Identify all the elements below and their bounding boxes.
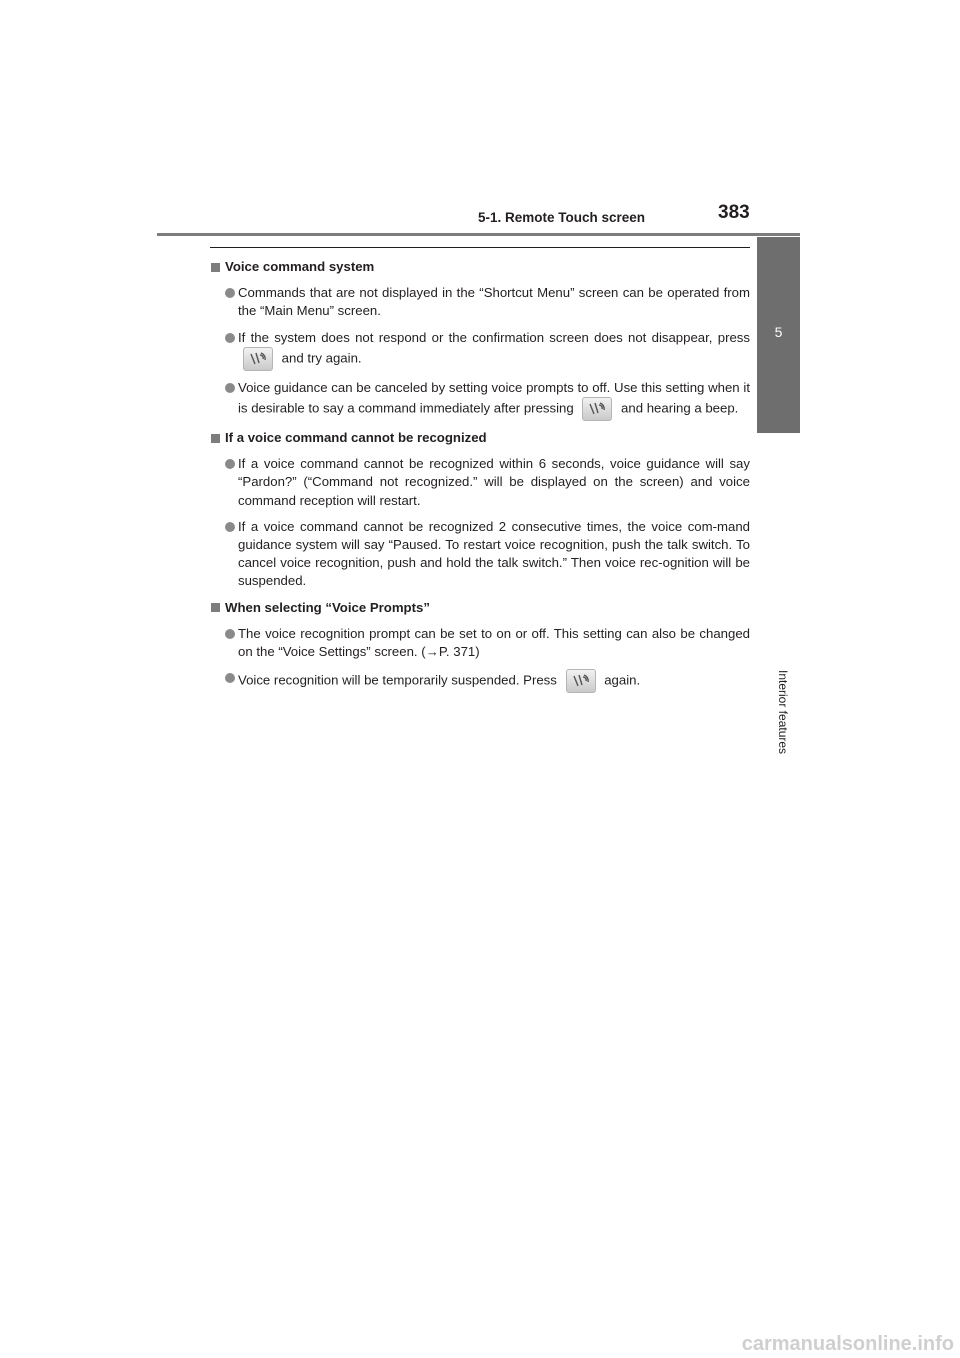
section-voice-not-recognized	[210, 429, 750, 591]
section-heading	[210, 429, 750, 447]
bullet-text: Commands that are not displayed in the “Shortcut Menu” screen can be operated from the “Main Menu” screen.	[238, 285, 750, 319]
round-bullet-icon	[225, 459, 235, 469]
list-item	[210, 518, 750, 591]
bullet-text: and hearing a beep.	[617, 400, 739, 416]
bullet-text: Voice guidance can be canceled by setting voice prompts to off. Use this setting when it is desirable to say a command immediately after pressing	[238, 379, 750, 416]
bullet-text: If a voice command cannot be recognized 2 consecutive times, the voice com-mand guidance system will say “Paused. To restart voice recognition, push the talk switch. To cancel voice recognition, push and hold the talk switch.” Then voice rec-ognition will be suspended.	[238, 518, 750, 589]
square-bullet-icon	[211, 263, 220, 272]
bullet-text: Voice recognition will be temporarily suspended. Press	[238, 672, 561, 688]
section-heading	[210, 258, 750, 276]
section-heading	[210, 599, 750, 617]
list-item	[210, 625, 750, 661]
list-item	[210, 455, 750, 510]
section-voice-command-system	[210, 258, 750, 421]
header-section-title: 5-1. Remote Touch screen	[478, 210, 646, 225]
footer	[0, 1325, 960, 1358]
round-bullet-icon	[225, 629, 235, 639]
heading-text: Voice command system	[225, 259, 375, 274]
bullet-text: again.	[600, 672, 641, 688]
list-item	[210, 284, 750, 320]
page-number: 383	[718, 202, 750, 223]
talk-switch-icon	[566, 669, 596, 693]
chapter-label: Interior features	[776, 670, 790, 755]
watermark: carmanualsonline.info	[741, 1333, 954, 1355]
talk-switch-icon	[582, 397, 612, 421]
round-bullet-icon	[225, 673, 235, 683]
list-item	[210, 379, 750, 421]
round-bullet-icon	[225, 333, 235, 343]
content-rule	[210, 247, 750, 248]
talk-switch-icon	[243, 347, 273, 371]
header-rule	[157, 233, 800, 236]
round-bullet-icon	[225, 522, 235, 532]
chapter-number: 5	[774, 324, 783, 340]
bullet-text: and try again.	[278, 350, 362, 366]
section-voice-prompts	[210, 599, 750, 694]
bullet-text: If the system does not respond or the confirmation screen does not disappear, press	[238, 329, 750, 345]
square-bullet-icon	[211, 434, 220, 443]
round-bullet-icon	[225, 288, 235, 298]
list-item	[210, 329, 750, 371]
bullet-text: If a voice command cannot be recognized within 6 seconds, voice guidance will say “Pardon?” (“Command not recognized.” will be displayed on the screen) and voice command reception will restart.	[238, 456, 750, 508]
list-item	[210, 669, 750, 693]
round-bullet-icon	[225, 383, 235, 393]
heading-text: If a voice command cannot be recognized	[225, 430, 487, 446]
bullet-text: The voice recognition prompt can be set to on or off. This setting can also be changed on the “Voice Settings” screen. (→P. 371)	[238, 625, 750, 660]
square-bullet-icon	[211, 603, 220, 612]
heading-text: When selecting “Voice Prompts”	[225, 599, 430, 615]
content	[210, 258, 750, 701]
